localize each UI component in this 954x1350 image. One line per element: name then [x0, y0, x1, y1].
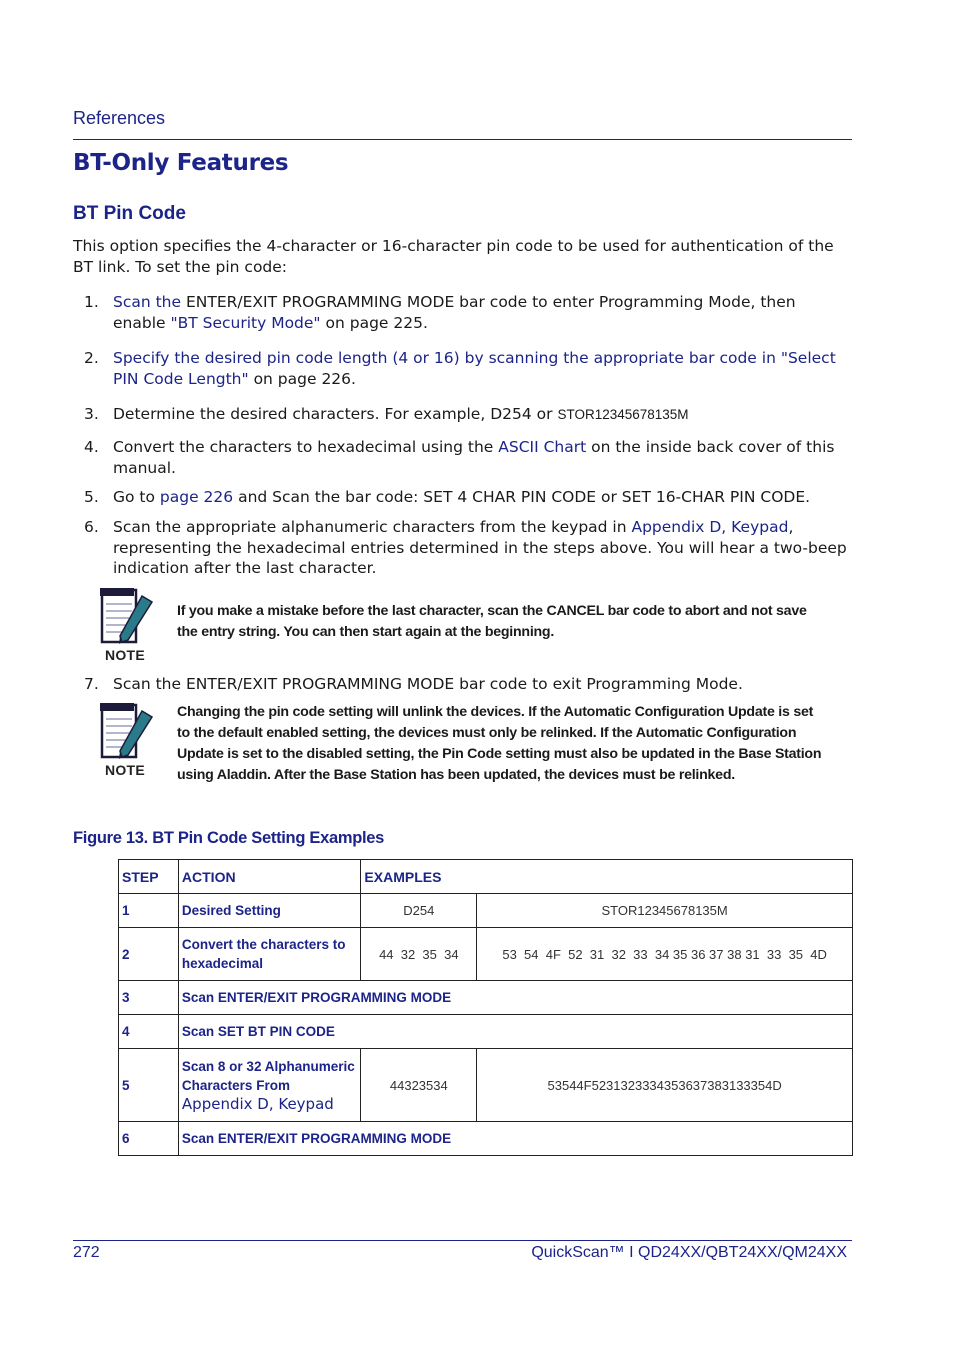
action-text: Scan 8 or 32 Alphanumeric Characters From	[181, 1058, 355, 1093]
intro-paragraph: This option specifies the 4-character or 16-character pin code to be used for authentication of the BT link. To set the pin code:	[73, 237, 834, 276]
action-cell: Scan SET BT PIN CODE	[178, 1015, 852, 1049]
note-label: NOTE	[104, 762, 146, 778]
page-number: 272	[73, 1244, 100, 1261]
step-text: on the inside back cover of this manual.	[113, 438, 835, 477]
step-text: Specify the desired pin code length (4 or 16) by scanning the appropriate bar code in	[113, 349, 781, 367]
example-cell: 44323534	[361, 1049, 477, 1122]
list-item-step-4	[84, 437, 852, 479]
step-number: 7.	[84, 675, 99, 693]
appendix-link[interactable]: Appendix D, Keypad	[181, 1094, 334, 1113]
example-cell: 53 54 4F 52 31 32 33 34 35 36 37 38 31 33 35 4D	[477, 928, 853, 981]
note-icon	[98, 586, 156, 666]
step-text: Convert the characters to hexadecimal using the	[113, 438, 499, 456]
step-number: 3.	[84, 405, 99, 423]
page-link[interactable]: page 226	[159, 488, 234, 506]
list-item-step-7	[84, 674, 852, 696]
column-header: EXAMPLES	[361, 860, 853, 894]
step-text: Scan the appropriate alphanumeric characters from the keypad in	[113, 518, 632, 536]
list-item-step-3	[84, 404, 852, 426]
example-cell: D254	[361, 894, 477, 928]
step-text: ENTER/EXIT PROGRAMMING MODE bar code to enter Programming Mode, then enable	[113, 293, 796, 332]
step-cell: 5	[119, 1049, 179, 1122]
page-title: BT-Only Features	[73, 150, 289, 176]
list-item-step-1	[84, 292, 852, 334]
column-header: STEP	[119, 860, 179, 894]
section-heading: BT Pin Code	[73, 203, 186, 224]
appendix-link[interactable]: Appendix D, Keypad	[631, 518, 789, 536]
step-number: 1.	[84, 293, 99, 311]
cross-reference-link[interactable]: "BT Security Mode"	[170, 313, 321, 332]
step-text: and Scan the bar code: SET 4 CHAR PIN CODE or SET 16-CHAR PIN CODE.	[233, 488, 811, 506]
step-text: Scan the ENTER/EXIT PROGRAMMING MODE bar code to exit Programming Mode.	[113, 675, 743, 693]
header-rule	[73, 139, 852, 140]
pin-code-examples-table	[118, 859, 853, 1156]
table-row	[119, 894, 853, 928]
example-cell: 44 32 35 34	[361, 928, 477, 981]
list-item-step-6	[84, 517, 852, 579]
action-cell: Scan ENTER/EXIT PROGRAMMING MODE	[178, 1122, 852, 1156]
step-number: 4.	[84, 438, 99, 456]
step-text: on page 226.	[248, 369, 356, 388]
example-code: STOR12345678135M	[557, 407, 689, 422]
list-item-step-5	[84, 487, 852, 509]
list-item-step-2	[84, 348, 852, 390]
step-cell: 4	[119, 1015, 179, 1049]
action-cell: Convert the characters to hexadecimal	[178, 928, 361, 981]
step-text: Determine the desired characters. For example, D254 or	[113, 405, 558, 423]
table-row	[119, 928, 853, 981]
action-cell: Desired Setting	[178, 894, 361, 928]
product-title: QuickScan™ I QD24XX/QBT24XX/QM24XX	[531, 1244, 847, 1261]
ascii-chart-link[interactable]: ASCII Chart	[498, 438, 587, 456]
action-cell	[178, 1049, 361, 1122]
running-header: References	[73, 108, 166, 128]
step-text: on page 225.	[320, 313, 428, 332]
step-cell: 2	[119, 928, 179, 981]
notepad-pencil-icon	[98, 586, 156, 648]
table-row	[119, 1122, 853, 1156]
step-cell: 3	[119, 981, 179, 1015]
table-header-row	[119, 860, 853, 894]
notepad-pencil-icon	[98, 701, 156, 763]
step-text: Scan the	[113, 293, 182, 311]
step-text: , representing the hexadecimal entries determined in the steps above. You will hear a two-beep indication after the last character.	[113, 518, 847, 577]
note-label: NOTE	[104, 647, 146, 663]
figure-caption: Figure 13. BT Pin Code Setting Examples	[73, 829, 385, 847]
column-header: ACTION	[178, 860, 361, 894]
action-cell: Scan ENTER/EXIT PROGRAMMING MODE	[178, 981, 852, 1015]
step-number: 2.	[84, 349, 99, 367]
cross-reference-link[interactable]: "Select PIN Code Length"	[113, 349, 836, 388]
step-cell: 6	[119, 1122, 179, 1156]
note-text: If you make a mistake before the last character, scan the CANCEL bar code to abort and not save the entry string. You can then start again at the beginning.	[177, 603, 807, 640]
step-cell: 1	[119, 894, 179, 928]
step-text: Go to	[113, 488, 160, 506]
step-number: 6.	[84, 518, 99, 536]
example-cell: 53544F5231323334353637383133354D	[477, 1049, 853, 1122]
note-icon	[98, 701, 156, 781]
note-text: Changing the pin code setting will unlink the devices. If the Automatic Configuration Update is set to the default enabled setting, the devices must only be relinked. If the Automatic Configuration Update is set to the disabled setting, the Pin Code setting must also be updated in the Base Station using Aladdin. After the Base Station has been updated, the devices must be relinked.	[177, 704, 822, 783]
step-number: 5.	[84, 488, 99, 506]
table-row	[119, 1015, 853, 1049]
example-cell: STOR12345678135M	[477, 894, 853, 928]
table-row	[119, 981, 853, 1015]
footer-rule	[73, 1240, 852, 1241]
table-row	[119, 1049, 853, 1122]
